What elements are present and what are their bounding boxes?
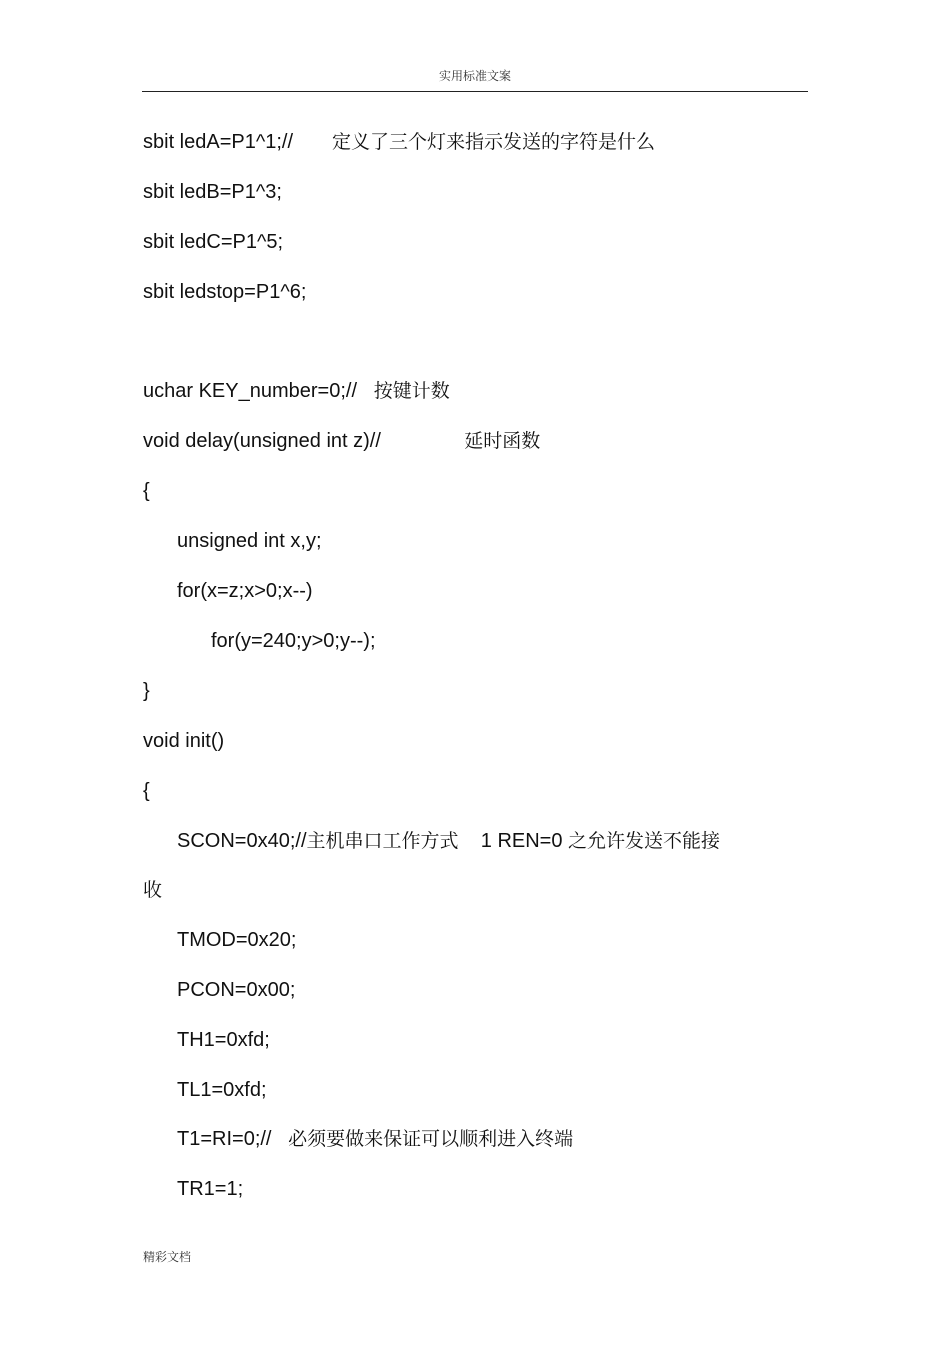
spacer [293,131,332,153]
code-line [177,1177,243,1201]
code-text: void init() [143,730,225,752]
code-text: T1=RI=0;// [177,1128,272,1150]
code-line [177,978,295,1002]
spacer [381,430,464,452]
code-text: 1 REN=0 [458,830,569,852]
code-text: { [143,780,150,802]
comment-text: 按键计数 [373,380,450,402]
code-line [143,779,150,803]
code-text: for(y=240;y>0;y--); [211,630,376,652]
code-text: uchar KEY_number=0;// [143,380,358,402]
code-text: TL1=0xfd; [177,1079,267,1101]
code-text: TH1=0xfd; [177,1029,270,1051]
code-text: sbit ledB=P1^3; [143,181,282,203]
page-header: 实用标准文案 [438,69,511,83]
code-text: sbit ledA=P1^1;// [143,131,294,153]
page-footer: 精彩文档 [143,1250,192,1264]
code-line [177,1028,270,1052]
comment-text: 主机串口工作方式 [306,830,459,852]
code-line [177,928,296,952]
code-line [143,729,224,753]
code-line [211,629,376,653]
code-text: } [143,680,150,702]
spacer [357,380,374,402]
code-text: { [143,480,150,502]
code-text: unsigned int x,y; [177,530,322,552]
code-text: TMOD=0x20; [177,929,297,951]
code-text: PCON=0x00; [177,979,296,1001]
code-line [143,180,282,204]
code-text: TR1=1; [177,1178,244,1200]
comment-text: 定义了三个灯来指示发送的字符是什么 [331,131,655,153]
code-line [177,829,720,853]
code-line [143,130,655,154]
code-line [177,529,322,553]
comment-text: 之允许发送不能接 [568,830,721,852]
code-text: for(x=z;x>0;x--) [177,580,313,602]
code-line [143,379,450,403]
spacer [272,1128,289,1150]
code-line [177,1078,267,1102]
code-line [143,479,150,503]
code-line [143,429,540,453]
header-divider [142,91,808,92]
code-line [143,878,162,902]
comment-text: 收 [143,879,163,901]
comment-text: 延时函数 [464,430,541,452]
code-line [143,230,283,254]
code-line [143,679,150,703]
code-text: SCON=0x40;// [177,830,307,852]
code-line [177,579,313,603]
code-text: sbit ledC=P1^5; [143,231,284,253]
code-text: void delay(unsigned int z)// [143,430,381,452]
comment-text: 必须要做来保证可以顺利进入终端 [288,1128,574,1150]
code-line [177,1127,573,1151]
code-text: sbit ledstop=P1^6; [143,281,307,303]
code-line [143,280,306,304]
